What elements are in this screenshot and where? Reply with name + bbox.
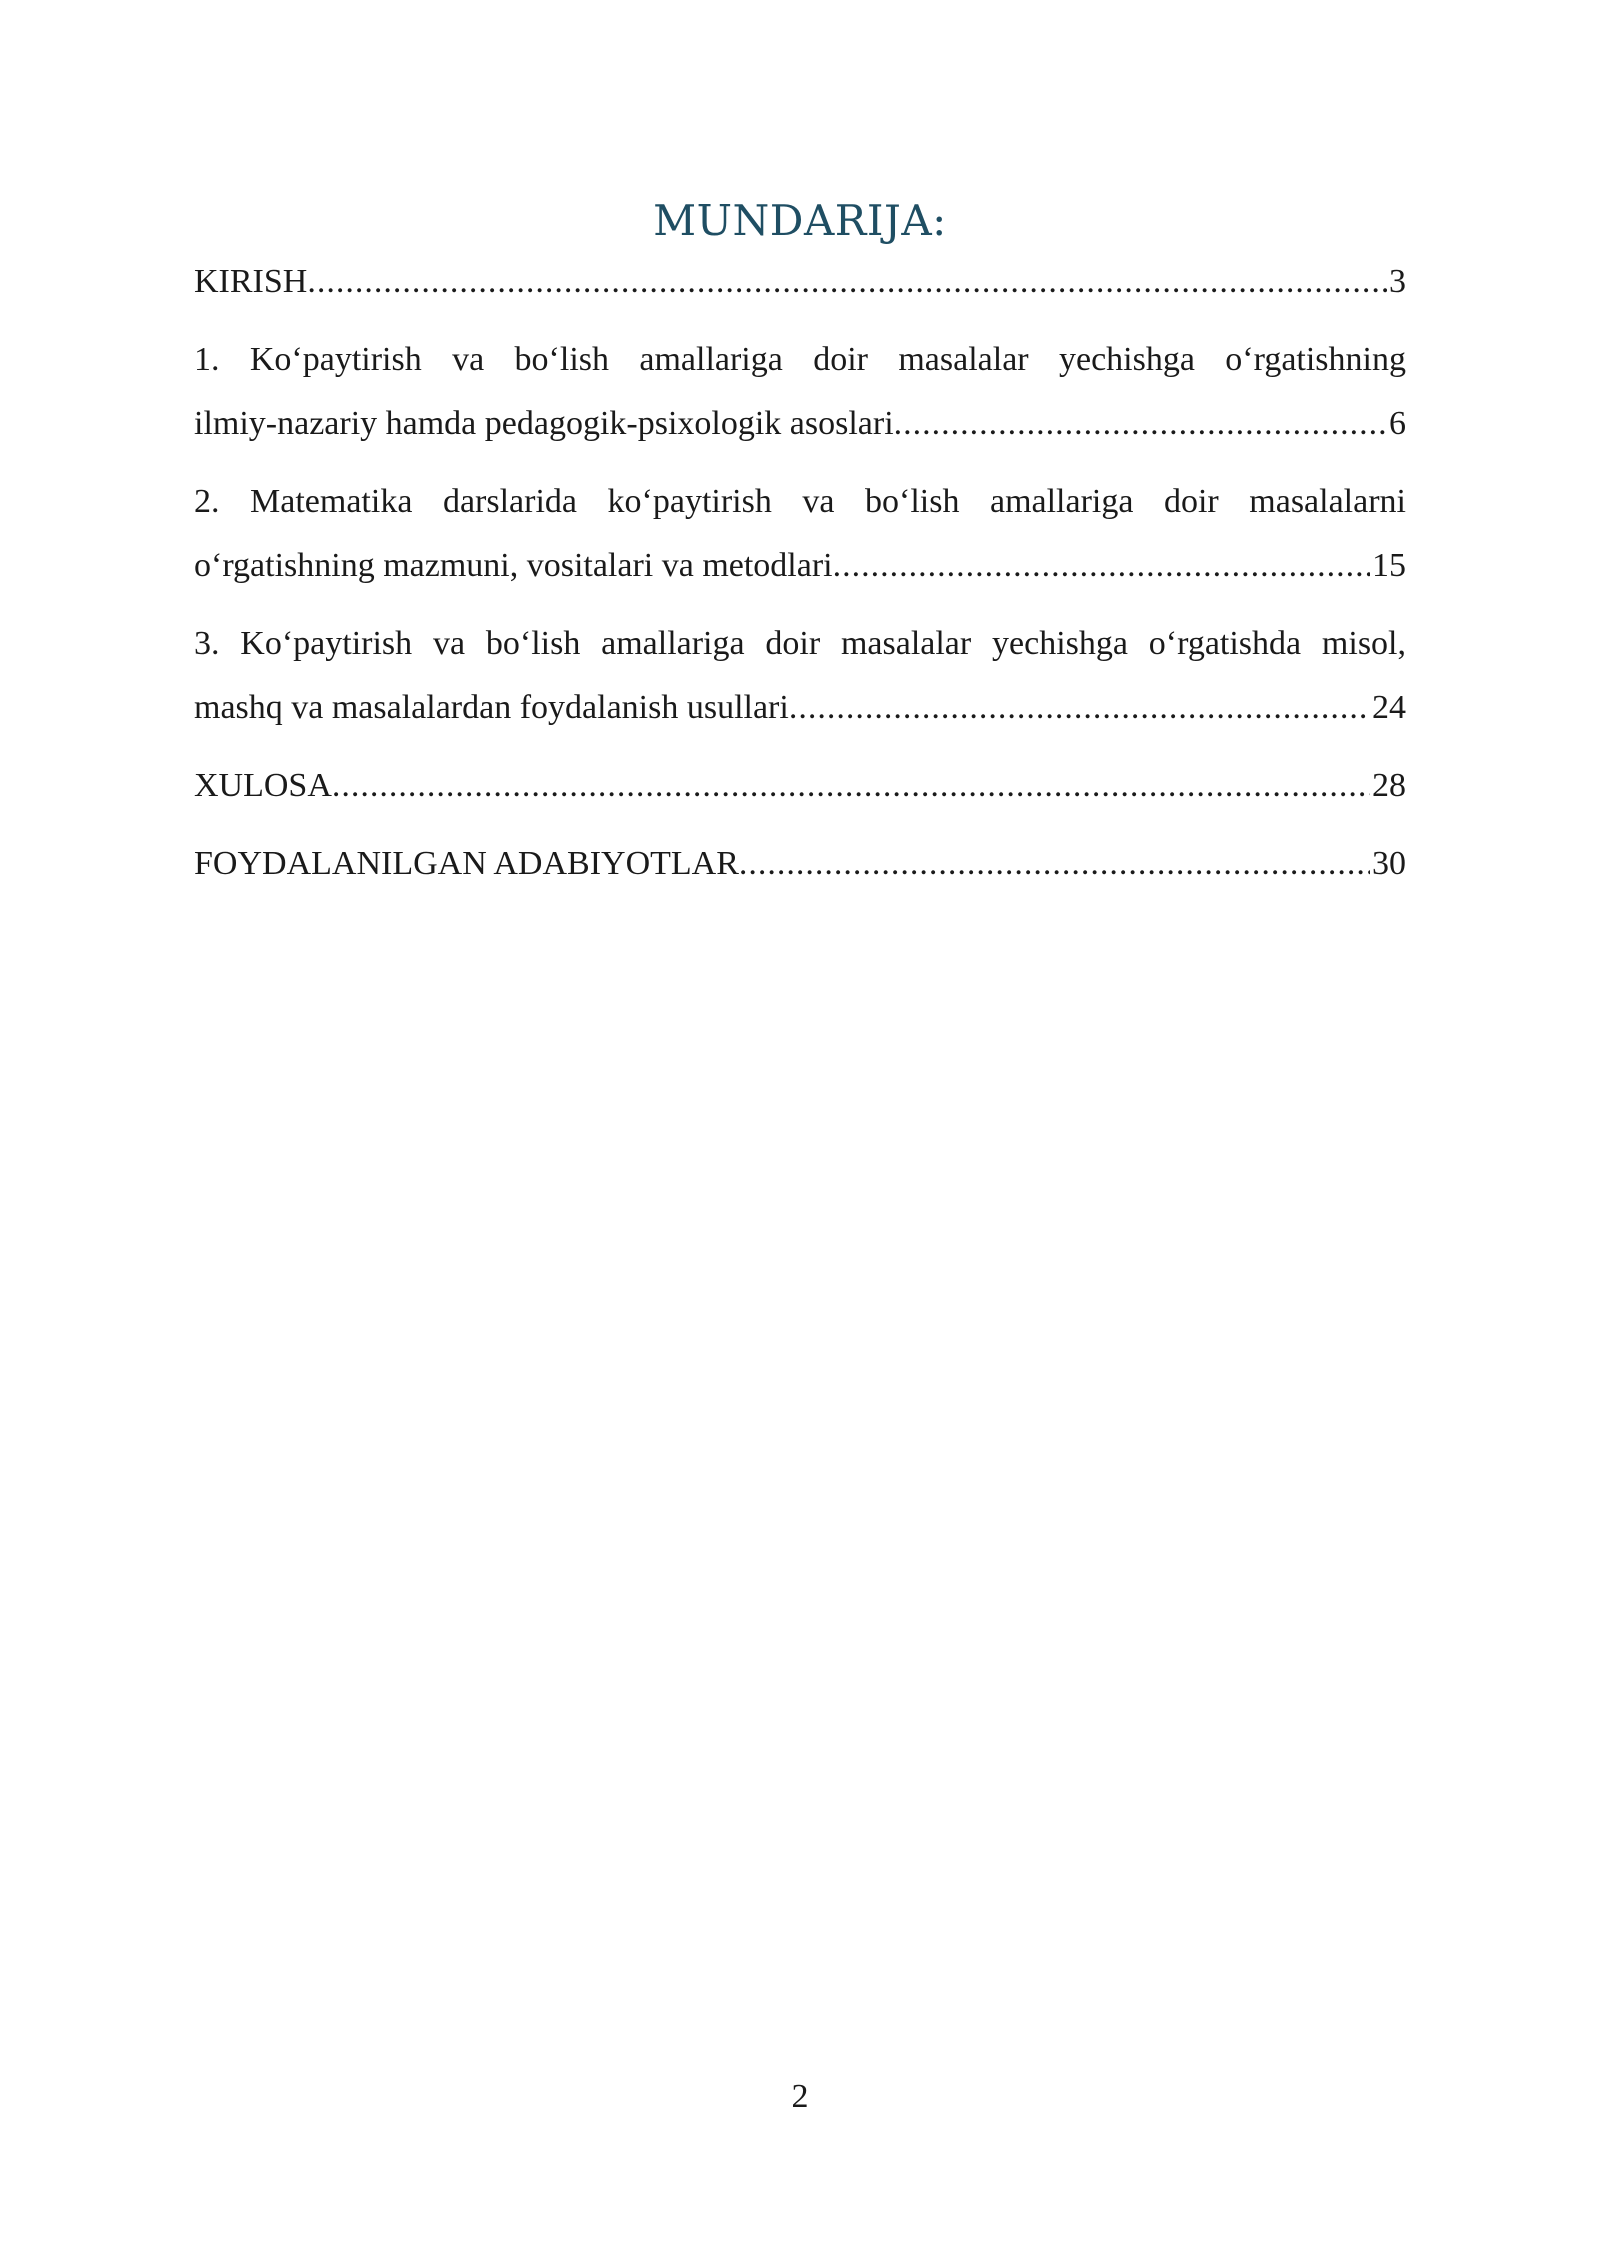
toc-entry-kirish[interactable]: [194, 250, 1406, 314]
toc-entry-text: o‘rgatishning mazmuni, vositalari va metodlari: [194, 547, 833, 584]
toc-leader-dots: [894, 392, 1387, 456]
toc-title: MUNDARIJA:: [653, 196, 947, 245]
toc-entry-chapter-2[interactable]: [194, 470, 1406, 598]
toc-entry-page: 3: [1389, 263, 1406, 300]
toc-entry-first-line: 2. Matematika darslarida ko‘paytirish va bo‘lish amallariga doir masalalarni: [194, 483, 1406, 520]
toc-leader-dots: [739, 832, 1370, 896]
toc-entry-first-line: 3. Ko‘paytirish va bo‘lish amallariga doir masalalar yechishga o‘rgatishda misol,: [194, 625, 1406, 662]
toc-entry-page: 6: [1389, 405, 1406, 442]
toc-entry-xulosa[interactable]: [194, 754, 1406, 818]
toc-entry-text: KIRISH: [194, 263, 308, 300]
toc-entry-line: [194, 534, 1406, 598]
toc-entry-line: [194, 832, 1406, 896]
toc-entry-page: 15: [1372, 547, 1406, 584]
table-of-contents: [194, 250, 1406, 910]
toc-leader-dots: [789, 676, 1370, 740]
toc-entry-chapter-1[interactable]: [194, 328, 1406, 456]
toc-entry-text: XULOSA: [194, 767, 332, 804]
page-number: 2: [791, 2078, 809, 2115]
toc-entry-text: ilmiy-nazariy hamda pedagogik-psixologik asoslari: [194, 405, 894, 442]
toc-entry-line: [194, 676, 1406, 740]
toc-entry-chapter-3[interactable]: [194, 612, 1406, 740]
toc-entry-first-line: 1. Ko‘paytirish va bo‘lish amallariga doir masalalar yechishga o‘rgatishning: [194, 341, 1406, 378]
toc-leader-dots: [307, 250, 1387, 314]
toc-leader-dots: [332, 754, 1370, 818]
toc-entry-page: 28: [1372, 767, 1406, 804]
toc-entry-line: [194, 392, 1406, 456]
toc-entry-line: [194, 250, 1406, 314]
toc-entry-text: FOYDALANILGAN ADABIYOTLAR: [194, 845, 739, 882]
toc-leader-dots: [833, 534, 1370, 598]
toc-entry-adabiyotlar[interactable]: [194, 832, 1406, 896]
toc-entry-line: [194, 754, 1406, 818]
toc-entry-page: 30: [1372, 845, 1406, 882]
toc-entry-page: 24: [1372, 689, 1406, 726]
toc-entry-text: mashq va masalalardan foydalanish usullari: [194, 689, 789, 726]
